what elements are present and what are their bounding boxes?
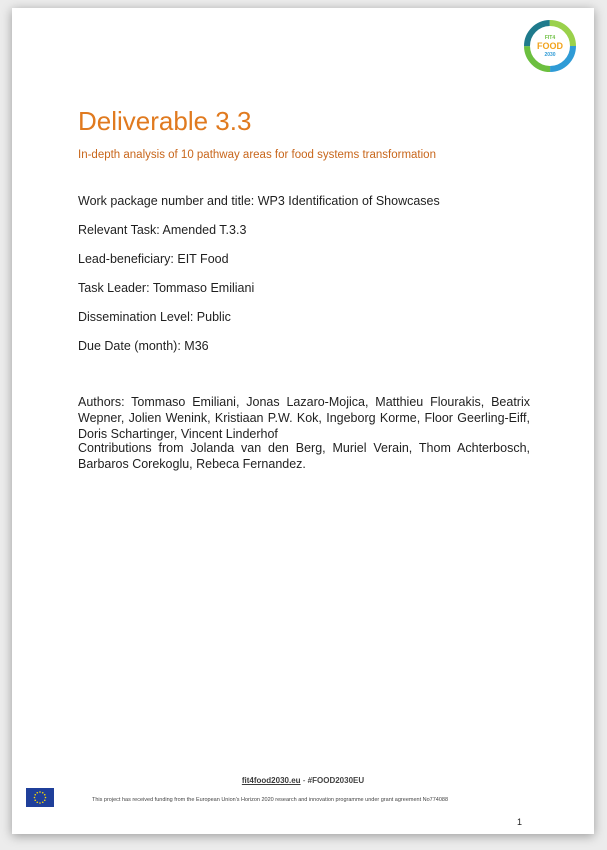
eu-star bbox=[36, 801, 38, 803]
footer-separator: - bbox=[300, 776, 308, 785]
field-dissemination-level: Dissemination Level: Public bbox=[78, 310, 231, 324]
eu-flag-icon bbox=[26, 788, 54, 807]
website-link[interactable]: fit4food2030.eu bbox=[241, 776, 301, 785]
eu-star bbox=[44, 794, 46, 796]
eu-star bbox=[45, 797, 47, 799]
fit4food2030-logo bbox=[524, 20, 576, 72]
field-relevant-task: Relevant Task: Amended T.3.3 bbox=[78, 223, 247, 237]
field-task-leader: Task Leader: Tommaso Emiliani bbox=[78, 281, 255, 295]
logo-year-text: 2030 bbox=[544, 52, 556, 58]
logo-top-text: FIT4 bbox=[544, 35, 556, 41]
funding-statement: This project has received funding from the European Union's Horizon 2020 research and innovation programme under grant agreement No774088 bbox=[92, 797, 449, 803]
eu-star bbox=[42, 801, 44, 803]
contributions-paragraph: Contributions from Jolanda van den Berg, Muriel Verain, Thom Achterbosch, Barbaros Corekoglu, Rebeca Fernandez. bbox=[78, 441, 530, 471]
field-lead-beneficiary: Lead-beneficiary: EIT Food bbox=[78, 252, 229, 266]
eu-star bbox=[34, 799, 36, 801]
eu-star bbox=[44, 799, 46, 801]
deliverable-subtitle: In-depth analysis of 10 pathway areas for food systems transformation bbox=[78, 149, 436, 161]
authors-paragraph: Authors: Tommaso Emiliani, Jonas Lazaro-Mojica, Matthieu Flourakis, Beatrix Wepner, Jolien Wenink, Kristiaan P.W. Kok, Ingeborg Korme, Floor Geerling-Eiff, Doris Schartinger, Vincent Linderhof bbox=[78, 395, 530, 441]
footer-links bbox=[12, 776, 594, 785]
eu-star bbox=[42, 792, 44, 794]
eu-star bbox=[34, 797, 36, 799]
field-due-date: Due Date (month): M36 bbox=[78, 339, 209, 353]
eu-star bbox=[39, 791, 41, 793]
field-work-package: Work package number and title: WP3 Identification of Showcases bbox=[78, 194, 440, 208]
metadata-fields bbox=[78, 194, 530, 368]
page-number: 1 bbox=[517, 817, 523, 827]
eu-star bbox=[36, 792, 38, 794]
logo-main-text: FOOD bbox=[537, 41, 563, 51]
hashtag: #FOOD2030EU bbox=[307, 776, 365, 785]
document-page bbox=[12, 8, 594, 834]
eu-star bbox=[39, 802, 41, 804]
eu-star bbox=[34, 794, 36, 796]
deliverable-title: Deliverable 3.3 bbox=[78, 106, 252, 136]
